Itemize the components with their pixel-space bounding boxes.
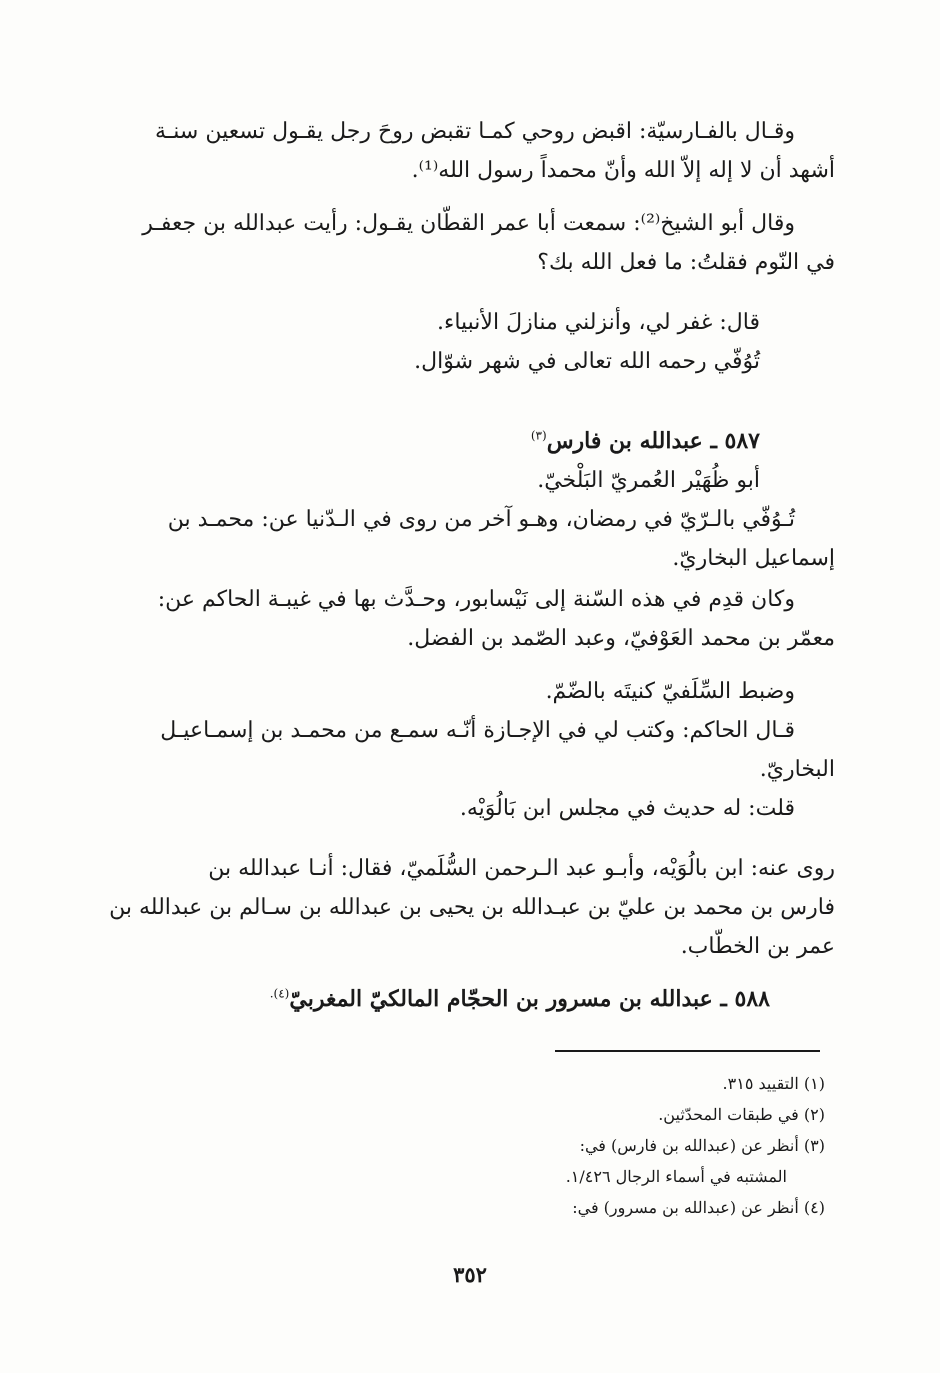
text-line: وكان قدِم في هذه السّنة إلى نَيْسابور، وحـدَّث بها في غيبـة الحاكم عن: [157,587,795,612]
footnote-number: (٤) [803,1198,825,1217]
text-line: إسماعيل البخاريّ. [672,546,835,571]
footnote-number: (١) [803,1074,825,1093]
text-line: وقـال بالفـارسيّة: اقبض روحي كمـا تقبض روحَ رجل يقـول تسعين سنـة [155,119,795,144]
entry-heading [105,980,835,1019]
entry-heading-text: ٥٨٧ ـ عبدالله بن فارس [546,428,760,454]
page-number: ٣٥٢ [453,1262,487,1287]
paragraph-abu-shaykh [105,204,835,282]
footnote-text: أنظر عن (عبدالله بن فارس) في: [579,1136,799,1155]
text-line: تُـوُفّي بالـرّيّ في رمضان، وهـو آخر من روى في الـدّنيا عن: محمـد بن [167,507,795,532]
text-line: قال: غفر لي، وأنزلني منازلَ الأنبياء. [436,310,760,335]
paragraph-farsi [105,112,835,190]
footnote-text: التقييد ٣١٥. [722,1074,799,1093]
text-line: عمر بن الخطّاب. [680,934,835,959]
text-line: في النّوم فقلتُ: ما فعل الله بك؟ [537,250,835,275]
entry-heading [105,422,835,461]
entry-heading-text: ٥٨٨ ـ عبدالله بن مسرور بن الحجّام المالكيّ المغربيّ [289,986,770,1012]
text-line: وقال أبو الشيخ⁽²⁾: سمعت أبا عمر القطّان يقـول: رأيت عبدالله بن جعفـر [142,211,795,236]
footnote [400,1192,825,1223]
footnote [400,1068,825,1099]
footnote [400,1130,825,1161]
paragraph-dream-quote [105,303,835,381]
text-line: قـال الحاكم: وكتب لي في الإجـازة أنّـه سمـع من محمـد بن إسمـاعيـل [160,718,795,743]
text-line: فارس بن محمد بن عليّ بن عبـدالله بن يحيى بن عبدالله بن سـالم بن عبدالله بن [109,895,835,920]
footnote [400,1099,825,1130]
text-line: روى عنه: ابن بالُوَيْه، وأبـو عبد الـرحمن السُّلَميّ، فقال: أنـا عبدالله بن [208,856,835,881]
footnote-ref: (٣) [530,428,547,443]
footnote-divider [555,1050,820,1052]
text-line: تُوُفّي رحمه الله تعالى في شهر شوّال. [414,349,760,374]
paragraph-nishapur [105,580,835,658]
footnote-continuation: المشتبه في أسماء الرجال ١/٤٢٦. [565,1167,787,1186]
text-line: أبو ظُهَيْر العُمريّ البَلْخيّ. [537,468,760,493]
paragraph-narrators [105,849,835,966]
footnote-text: أنظر عن (عبدالله بن مسرور) في: [572,1198,799,1217]
text-line: وضبط السِّلَفيّ كنيتَه بالضّمّ. [545,679,795,704]
text-line: أشهد أن لا إله إلاّ الله وأنّ محمداً رسول الله⁽¹⁾. [411,158,835,183]
entry-588 [105,980,835,1019]
footnote-ref: (٤). [269,986,290,1001]
text-line: البخاريّ. [759,757,835,782]
footnote-number: (٣) [803,1136,825,1155]
footnote-number: (٢) [803,1105,825,1124]
paragraph-silafi [105,672,835,828]
footnotes [400,1068,825,1223]
text-line: قلت: له حديث في مجلس ابن بَالُوَيْه. [459,796,795,821]
text-line: معمّر بن محمد العَوْفيّ، وعبد الصّمد بن الفضل. [407,626,835,651]
footnote-text: في طبقات المحدّثين. [658,1105,799,1124]
entry-587 [105,422,835,578]
